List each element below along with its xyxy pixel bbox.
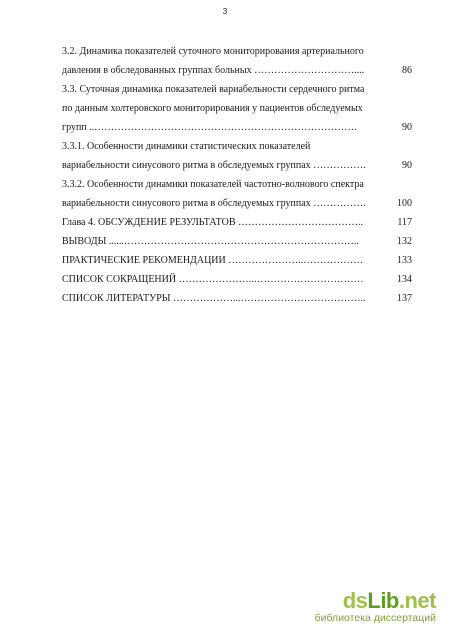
toc-entry-abbreviations xyxy=(62,270,412,289)
toc-entry-page: 100 xyxy=(397,198,412,209)
toc-entry-page: 86 xyxy=(402,65,412,76)
toc-entry-page: 132 xyxy=(397,236,412,247)
toc-entry-title: 3.2. Динамика показателей суточного мониторирования артериального давления в обследованных группах больных ………………………….... xyxy=(62,46,365,76)
toc-entry-3-2 xyxy=(62,42,412,80)
toc-entry-page: 134 xyxy=(397,274,412,285)
toc-entry-title: СПИСОК СОКРАЩЕНИЙ …………………..…………………………… xyxy=(62,274,364,285)
toc-entry-title: 3.3. Суточная динамика показателей вариабельности сердечного ритма по данным холтеровского мониторирования у пациентов обследуемых групп ..……………………………………………………………………. xyxy=(62,84,365,133)
toc-entry-title: ПРАКТИЧЕСКИЕ РЕКОМЕНДАЦИИ …………………..……………… xyxy=(62,255,364,266)
toc-entry-page: 90 xyxy=(402,160,412,171)
dslib-watermark xyxy=(315,590,436,625)
toc-entry-3-3-2 xyxy=(62,175,412,213)
toc-entry-3-3-1 xyxy=(62,137,412,175)
logo-part-net: .net xyxy=(398,588,436,613)
toc-entry-page: 90 xyxy=(402,122,412,133)
toc-entry-page: 137 xyxy=(397,293,412,304)
toc-entry-recommendations xyxy=(62,251,412,270)
toc-entry-conclusions xyxy=(62,232,412,251)
toc-entry-3-3 xyxy=(62,80,412,137)
toc-entry-title: ВЫВОДЫ ......…………………………………………………………….. xyxy=(62,236,359,247)
toc-entry-title: 3.3.1. Особенности динамики статистических показателей вариабельности синусового ритма в обследуемых группах ……………. xyxy=(62,141,366,171)
toc-entry-title: Глава 4. ОБСУЖДЕНИЕ РЕЗУЛЬТАТОВ ……………………………….. xyxy=(62,217,364,228)
table-of-contents xyxy=(62,42,412,308)
logo-part-ds: ds xyxy=(342,588,368,613)
logo-part-lib: Lib xyxy=(367,588,399,613)
page-number: 3 xyxy=(222,7,228,16)
watermark-tagline: библиотека диссертаций xyxy=(314,612,436,624)
toc-entry-chapter-4 xyxy=(62,213,412,232)
toc-entry-references xyxy=(62,289,412,308)
toc-entry-title: СПИСОК ЛИТЕРАТУРЫ ………………...……………………………….. xyxy=(62,293,366,304)
toc-entry-page: 117 xyxy=(397,217,412,228)
dslib-logo xyxy=(315,590,436,612)
toc-entry-page: 133 xyxy=(397,255,412,266)
toc-entry-title: 3.3.2. Особенности динамики показателей частотно-волнового спектра вариабельности синусового ритма в обследуемых группах ……………. xyxy=(62,179,366,209)
